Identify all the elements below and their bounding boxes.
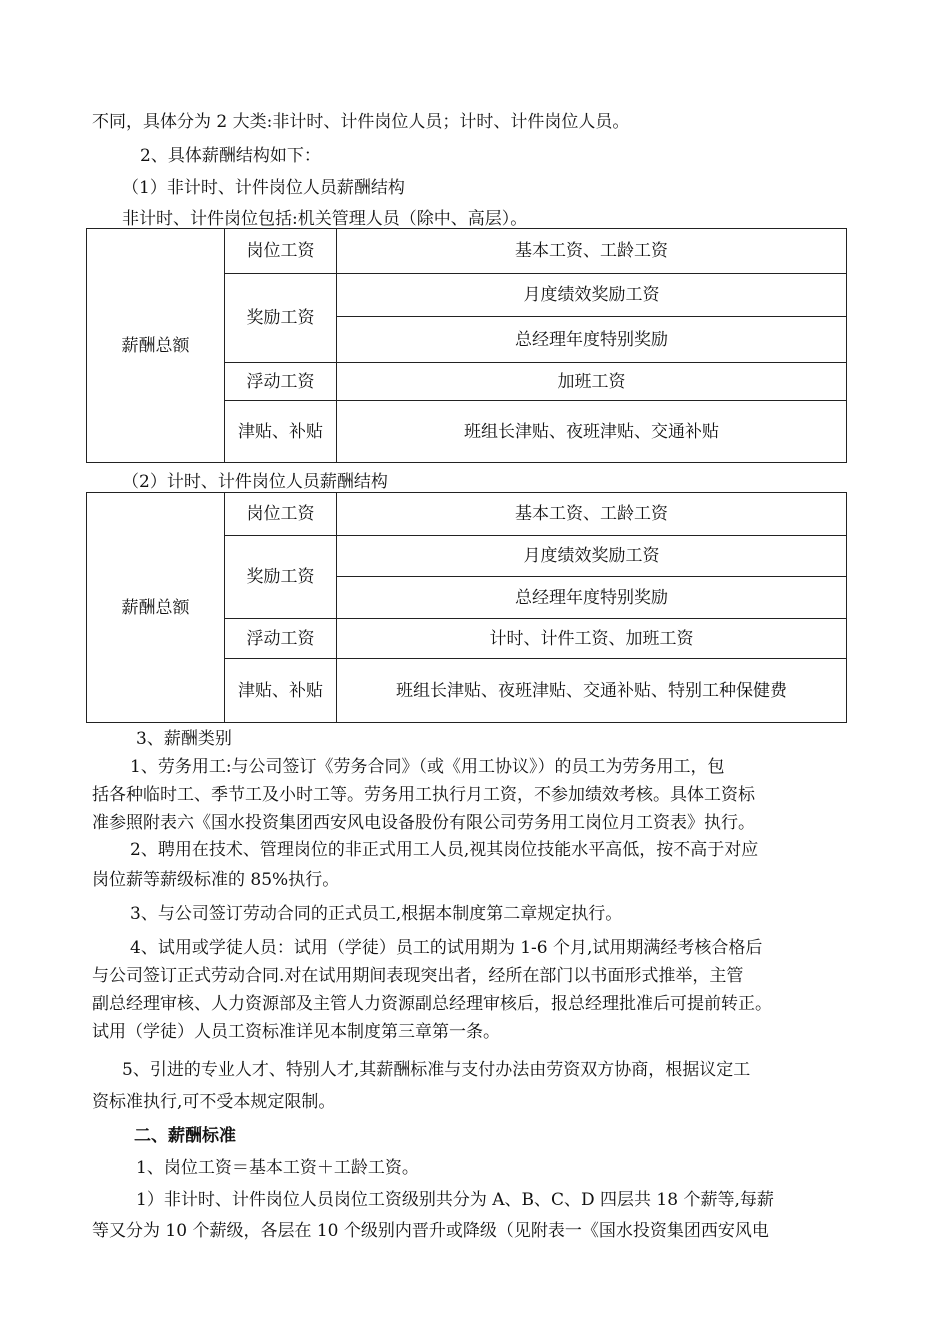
row-label: 津贴、补贴 [225,659,337,723]
paragraph-line: 不同，具体分为 2 大类:非计时、计件岗位人员；计时、计件岗位人员。 [92,112,630,132]
row-label: 岗位工资 [225,229,337,274]
row-value: 计时、计件工资、加班工资 [337,619,847,659]
row-value: 加班工资 [337,363,847,401]
paragraph-line: 等又分为 10 个薪级，各层在 10 个级别内晋升或降级（见附表一《国水投资集团西安风电 [92,1221,769,1241]
paragraph-line: 括各种临时工、季节工及小时工等。劳务用工执行月工资，不参加绩效考核。具体工资标 [92,785,755,805]
salary-structure-table-1 [86,228,847,463]
paragraph-line: 副总经理审核、人力资源部及主管人力资源副总经理审核后，报总经理批准后可提前转正。 [92,994,772,1014]
salary-structure-table-2 [86,492,847,723]
paragraph-line: 与公司签订正式劳动合同.对在试用期间表现突出者，经所在部门以书面形式推举，主管 [92,966,744,986]
paragraph-line: 岗位薪等薪级标准的 85%执行。 [92,870,340,890]
row-value: 总经理年度特别奖励 [337,577,847,619]
paragraph-line: 1、劳务用工:与公司签订《劳务合同》（或《用工协议》）的员工为劳务用工，包 [130,757,725,777]
total-salary-cell: 薪酬总额 [87,493,225,723]
paragraph-line: 1）非计时、计件岗位人员岗位工资级别共分为 A、B、C、D 四层共 18 个薪等,每薪 [136,1190,774,1210]
row-label: 岗位工资 [225,493,337,536]
row-value: 月度绩效奖励工资 [337,274,847,317]
paragraph-line: 资标准执行,可不受本规定限制。 [92,1092,336,1112]
row-label: 奖励工资 [225,274,337,363]
total-salary-cell: 薪酬总额 [87,229,225,463]
paragraph-line: 2、具体薪酬结构如下： [140,146,321,166]
section-heading: （1）非计时、计件岗位人员薪酬结构 [122,178,405,198]
paragraph-line: 准参照附表六《国水投资集团西安风电设备股份有限公司劳务用工岗位月工资表》执行。 [92,813,755,833]
paragraph-line: 非计时、计件岗位包括:机关管理人员（除中、高层）。 [122,209,528,229]
paragraph-line: 2、聘用在技术、管理岗位的非正式用工人员,视其岗位技能水平高低，按不高于对应 [130,840,759,860]
row-label: 津贴、补贴 [225,401,337,463]
row-value: 班组长津贴、夜班津贴、交通补贴、特别工种保健费 [337,659,847,723]
paragraph-line: 4、试用或学徒人员：试用（学徒）员工的试用期为 1-6 个月,试用期满经考核合格后 [130,938,763,958]
paragraph-line: 5、引进的专业人才、特别人才,其薪酬标准与支付办法由劳资双方协商，根据议定工 [122,1060,751,1080]
row-value: 月度绩效奖励工资 [337,536,847,577]
paragraph-line: 1、岗位工资＝基本工资＋工龄工资。 [136,1158,419,1178]
chapter-heading: 二、薪酬标准 [134,1126,236,1146]
row-label: 奖励工资 [225,536,337,619]
row-label: 浮动工资 [225,363,337,401]
row-value: 班组长津贴、夜班津贴、交通补贴 [337,401,847,463]
row-label: 浮动工资 [225,619,337,659]
section-heading: 3、薪酬类别 [136,729,232,749]
section-heading: （2）计时、计件岗位人员薪酬结构 [122,472,388,492]
row-value: 基本工资、工龄工资 [337,493,847,536]
row-value: 基本工资、工龄工资 [337,229,847,274]
paragraph-line: 试用（学徒）人员工资标准详见本制度第三章第一条。 [92,1022,500,1042]
paragraph-line: 3、与公司签订劳动合同的正式员工,根据本制度第二章规定执行。 [130,904,623,924]
row-value: 总经理年度特别奖励 [337,317,847,363]
